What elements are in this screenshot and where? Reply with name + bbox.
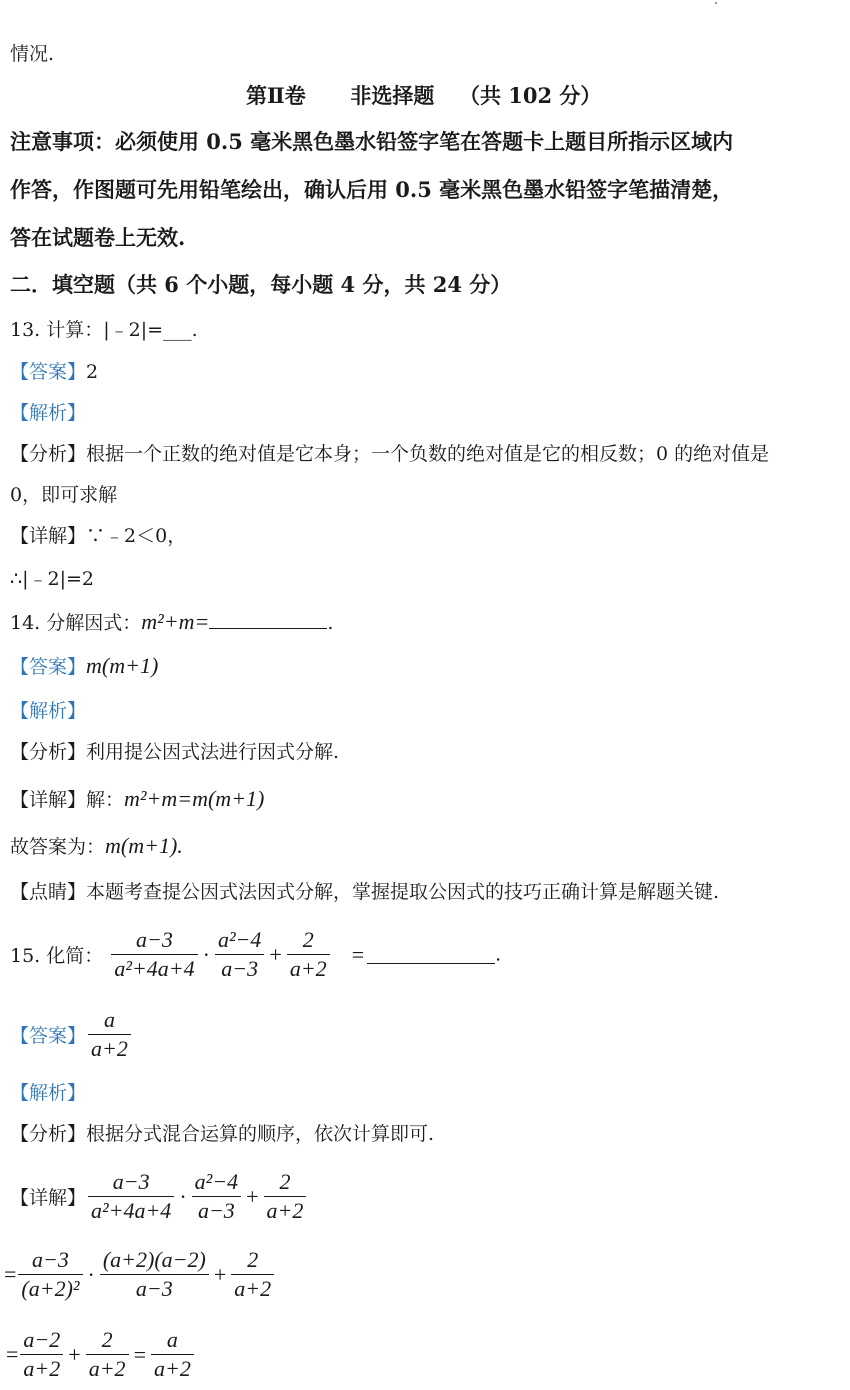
fenxi-label: 【分析】 xyxy=(10,1123,87,1145)
q15-fenxi: 根据分式混合运算的顺序，依次计算即可. xyxy=(86,1123,435,1145)
q14-stem-line: 14. 分解因式：m²+m= . xyxy=(10,609,334,634)
q15-step3-f1-num: a−2 xyxy=(20,1326,63,1355)
q15-step3-res-den: a+2 xyxy=(153,1356,191,1381)
notice-line-3: 答在试题卷上无效. xyxy=(10,225,186,250)
q15-answer-den: a+2 xyxy=(91,1036,128,1061)
q15-equals: = xyxy=(351,941,365,967)
q15-fraction-1 xyxy=(111,926,197,983)
q15-detail-f1-num: a−3 xyxy=(88,1168,174,1197)
q14-detail-expr: m²+m=m(m+1) xyxy=(124,786,265,811)
q15-step2-fraction-3 xyxy=(231,1246,274,1303)
q14-analysis-label: 【解析】 xyxy=(10,700,87,722)
q13-detail-1: ∵﹣2＜0， xyxy=(86,525,187,547)
q15-f2-num: a²−4 xyxy=(215,926,264,955)
section-part: 第Ⅱ卷 xyxy=(246,83,306,108)
q13-answer-line xyxy=(10,358,98,386)
q14-stem: 14. 分解因式： xyxy=(10,612,142,634)
q15-step3-fraction-2 xyxy=(86,1326,129,1383)
q15-step3-f1-den: a+2 xyxy=(23,1356,61,1381)
q15-fenxi-line xyxy=(10,1120,434,1148)
section-name: 非选择题 xyxy=(350,83,435,108)
top-line: 情况. xyxy=(10,43,55,65)
q15-step3-f2-num: 2 xyxy=(86,1326,129,1355)
q14-detail-prefix: 解： xyxy=(86,789,125,811)
scan-dot xyxy=(715,2,717,4)
q14-conclusion-line xyxy=(10,832,183,861)
section-score: （共 102 分） xyxy=(458,83,602,108)
q15-step3-res-num: a xyxy=(151,1326,194,1355)
q13-detail-line xyxy=(10,522,186,550)
q15-fraction-3 xyxy=(287,926,330,983)
q15-detail-f3-num: 2 xyxy=(264,1168,307,1197)
fenxi-label: 【分析】 xyxy=(10,443,87,465)
q14-blank xyxy=(209,610,327,629)
q15-f3-den: a+2 xyxy=(289,956,327,981)
q13-fenxi-line xyxy=(10,440,769,468)
part-heading: 二．填空题（共 6 个小题，每小题 4 分，共 24 分） xyxy=(10,272,512,297)
q13-answer: 2 xyxy=(86,361,99,383)
q15-answer-line xyxy=(10,1006,133,1063)
q13-fenxi-1: 根据一个正数的绝对值是它本身；一个负数的绝对值是它的相反数；0 的绝对值是 xyxy=(86,443,770,465)
q15-detail-fraction-3 xyxy=(264,1168,307,1225)
q14-detail-line xyxy=(10,785,264,814)
answer-label: 【答案】 xyxy=(10,1025,87,1047)
q15-answer-fraction xyxy=(88,1006,131,1063)
q15-step3-f2-den: a+2 xyxy=(88,1356,126,1381)
dianjing-label: 【点睛】 xyxy=(10,881,87,903)
answer-label: 【答案】 xyxy=(10,656,87,678)
answer-label: 【答案】 xyxy=(10,361,87,383)
q15-stem-line: 15. 化简： $\frac{a-3}{\text{a²+4a+4}}$ · $\frac{\text{a²−4}}{a-3}$ + $\frac{2}{a+2}$ = . xyxy=(10,927,502,981)
q14-answer: m(m+1) xyxy=(86,653,159,678)
q15-f1-den: a²+4a+4 xyxy=(114,956,195,981)
q14-dianjing-line xyxy=(10,878,719,906)
q14-expr: m²+m= xyxy=(141,609,210,634)
notice-line-1: 注意事项：必须使用 0.5 毫米黑色墨水铅签字笔在答题卡上题目所指示区域内 xyxy=(10,129,734,154)
q15-step3-result xyxy=(151,1326,194,1383)
q13-fenxi-2: 0，即可求解 xyxy=(10,484,118,506)
q14-answer-line xyxy=(10,652,158,681)
q14-conclusion-prefix: 故答案为： xyxy=(10,836,106,858)
q15-step2-line: = $\frac{a-3}{\text{(a+2)²}}$ · $\frac{(a+2)(a-2)}{a-3}$ + $\frac{2}{a+2}$ xyxy=(4,1246,276,1303)
q15-stem: 15. 化简： xyxy=(10,945,104,967)
q15-answer-num: a xyxy=(88,1006,131,1035)
q15-step3-fraction-1 xyxy=(20,1326,63,1383)
notice-line-2: 作答，作图题可先用铅笔绘出，确认后用 0.5 毫米黑色墨水铅签字笔描清楚， xyxy=(10,177,734,202)
section-title xyxy=(246,82,601,110)
q15-fraction-2 xyxy=(215,926,264,983)
fenxi-label: 【分析】 xyxy=(10,741,87,763)
q15-f1-num: a−3 xyxy=(111,926,197,955)
detail-label: 【详解】 xyxy=(10,1187,87,1209)
q15-detail-f2-num: a²−4 xyxy=(192,1168,241,1197)
q15-blank xyxy=(367,945,495,964)
q13-analysis-label: 【解析】 xyxy=(10,402,87,424)
q15-detail-line: 【详解】 $\frac{a-3}{\text{a²+4a+4}}$ · $\frac{\text{a²−4}}{a-3}$ + $\frac{2}{a+2}$ xyxy=(10,1168,308,1225)
q15-step2-f2-num: (a+2)(a−2) xyxy=(100,1246,209,1275)
q14-conclusion-expr: m(m+1). xyxy=(105,833,183,858)
q13-stem: 13. 计算：|﹣2|=___. xyxy=(10,319,198,341)
q15-detail-fraction-1 xyxy=(88,1168,174,1225)
q13-detail-2: ∴|﹣2|=2 xyxy=(10,568,94,590)
q15-step2-f3-den: a+2 xyxy=(234,1276,272,1301)
q15-step2-f2-den: a−3 xyxy=(135,1276,173,1301)
q15-step2-fraction-2 xyxy=(100,1246,209,1303)
q15-detail-f2-den: a−3 xyxy=(197,1198,235,1223)
q14-dianjing: 本题考查提公因式法因式分解，掌握提取公因式的技巧正确计算是解题关键. xyxy=(86,881,720,903)
q15-analysis-label: 【解析】 xyxy=(10,1082,87,1104)
detail-label: 【详解】 xyxy=(10,525,87,547)
q15-step3-line: = $\frac{a-2}{a+2}$ + $\frac{2}{a+2}$ = $\frac{a}{a+2}$ xyxy=(6,1326,196,1383)
q15-step2-f3-num: 2 xyxy=(231,1246,274,1275)
q15-step2-fraction-1 xyxy=(18,1246,82,1303)
q15-detail-fraction-2 xyxy=(192,1168,241,1225)
q15-detail-f1-den: a²+4a+4 xyxy=(91,1198,172,1223)
q14-fenxi: 利用提公因式法进行因式分解. xyxy=(86,741,340,763)
q15-detail-f3-den: a+2 xyxy=(266,1198,304,1223)
detail-label: 【详解】 xyxy=(10,789,87,811)
q15-step2-f1-den: (a+2)² xyxy=(21,1276,80,1301)
q15-step2-f1-num: a−3 xyxy=(18,1246,82,1275)
q14-fenxi-line xyxy=(10,738,339,766)
q15-f2-den: a−3 xyxy=(221,956,259,981)
q15-f3-num: 2 xyxy=(287,926,330,955)
